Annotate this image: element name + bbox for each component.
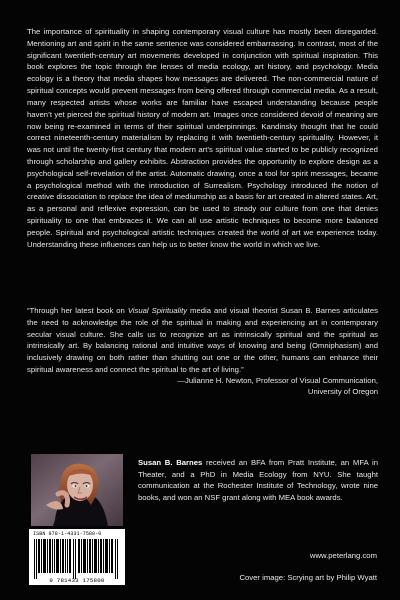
quote-opening: “Through her latest book on — [27, 306, 128, 315]
author-name: Susan B. Barnes — [138, 458, 203, 467]
barcode-number: 9 781433 175800 — [49, 577, 105, 585]
endorsement-quote — [27, 305, 378, 398]
author-photo — [31, 454, 123, 526]
quote-attribution — [27, 376, 378, 398]
quote-book-title: Visual Spirituality — [127, 306, 188, 315]
isbn-barcode — [29, 529, 125, 585]
author-bio-text: received an BFA from Pratt Institute, an MFA in Theater, and a PhD in Media Ecology from NYU. She taught communication at the Rochester Institute of Technology, wrote nine books, and won an NSF grant along with MEA book awards. — [138, 458, 378, 503]
publisher-website: www.peterlang.com — [309, 551, 377, 560]
book-description: The importance of spirituality in shaping contemporary visual culture has mostly been disregarded. Mentioning art and spirit in the same sentence was considered embarrassing. In contrast, most of the significant twentieth-century art movements developed in conjunction with spiritual inspiration. This book explores the topic through the lenses of media ecology, art history, and psychology. Media ecology is a theory that media shapes how messages are delivered. The non-commercial nature of spiritual concepts would prevent messages from being offered through commercial media. As a result, many respected artists whose works are familiar have escaped understanding because people haven’t yet pierced the spiritual history of modern art. Images once considered devoid of meaning are now being re-examined in terms of their spiritual underpinnings. Kandinsky thought that he could correct nineteenth-century materialism by replacing it with twentieth-century spirituality. However, it was not until the twenty-first century that modern art’s spiritual value started to be publicly recognized through scholarship and gallery exhibits. Abstraction provides the opportunity to explore design as a psychological self-revelation of the artist. Automatic drawing, once a tool for spirit messages, became a psychological method with the introduction of Surrealism. Psychology introduced the notion of creative dissociation to replace the idea of mediumship as a basis for art created in altered states. Art, as a personal and reflexive expression, can be used to steady our culture from one that denies spirituality to one that embraces it. We can all use artistic techniques to become more balanced people. Spiritual and psychological artistic techniques created the world of art we experience today. Understanding these influences can help us to better know the world in which we live. — [27, 27, 378, 249]
isbn-label: ISBN 978-1-4331-7580-0 — [33, 531, 102, 537]
author-portrait-image — [31, 454, 123, 526]
attribution-institution: University of Oregon — [307, 386, 378, 396]
cover-image-credit: Cover image: Scrying art by Philip Wyatt — [239, 573, 377, 582]
quote-continuation: media and visual theorist Susan B. Barnes articulates the need to acknowledge the role of the spiritual in making and experiencing art in contemporary secular visual culture. She calls us to recognize art as intrinsically spiritual and the spiritual as intrinsically art. By balancing rational and intuitive ways of knowing and being (Omniphasism) and inclusively drawing on both rather than shutting out one or the other, humans can enhance their spiritual awareness and connect the spiritual to the art of living.” — [27, 306, 379, 374]
attribution-name-title: —Julianne H. Newton, Professor of Visual Communication, — [177, 375, 378, 385]
barcode-icon — [33, 539, 121, 579]
quote-text — [27, 305, 378, 376]
author-bio — [138, 457, 378, 504]
